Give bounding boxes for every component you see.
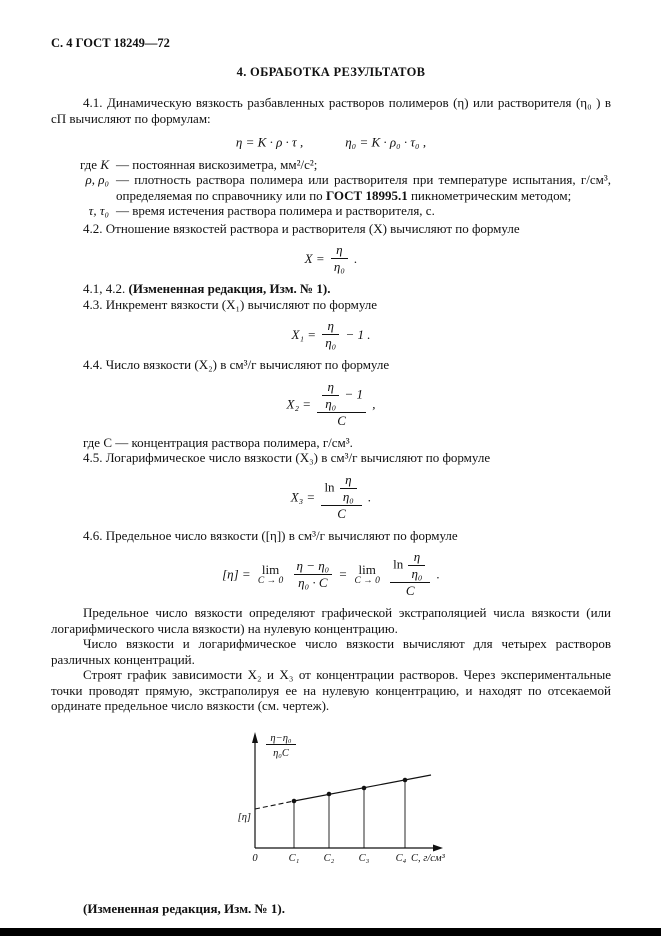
x-tick-c2: C₂: [323, 852, 335, 864]
inner-fraction-denominator: η₀: [411, 566, 423, 582]
formula-4-1-part1: η = K · ρ · τ ,: [235, 134, 304, 150]
fraction-numerator: η: [322, 319, 339, 335]
outer-fraction: [321, 473, 361, 521]
formula-4-4: [51, 380, 611, 428]
y-axis-arrow: [252, 732, 258, 743]
ln-operator: ln: [324, 479, 335, 495]
limit-operator: [258, 563, 283, 586]
formula-lhs: X₁ =: [291, 327, 316, 343]
data-point-c1: [292, 798, 297, 803]
extrapolation-dashed-line: [255, 801, 294, 809]
definition-text: [116, 172, 611, 203]
fraction-numerator: η: [331, 243, 348, 259]
definition-text: [116, 203, 611, 219]
paragraph-4-5: 4.5. Логарифмическое число вязкости (X₃) в см³/г вычисляют по формуле: [83, 450, 491, 466]
formula-4-5: [51, 473, 611, 521]
paragraph-graph-method: Строят график зависимости X₂ и X₃ от концентрации растворов. Через экспериментальные точки проводят прямую, экстраполируя ее на нулевую концентрацию, и находят по отсекаемой ординате предельное число вязкости (см. чертеж).: [51, 667, 611, 714]
definition-item-k: [51, 157, 611, 173]
outer-fraction-denominator: C: [337, 412, 346, 428]
y-axis-label-numerator: η−η₀: [270, 732, 292, 744]
formula-lhs: X₃ =: [290, 489, 316, 505]
inner-fraction: [408, 550, 425, 581]
x-tick-c3: C₃: [358, 852, 370, 864]
definition-text-part: — время истечения раствора полимера и растворителя, с.: [116, 203, 435, 219]
outer-fraction-denominator: C: [337, 505, 346, 521]
definition-term-symbol: ρ, ρ₀: [85, 172, 109, 188]
formula-end: − 1 .: [345, 327, 371, 343]
definition-term-symbol: τ, τ₀: [88, 203, 109, 219]
x-tick-c1: C₁: [288, 852, 300, 864]
paragraph-4-1: 4.1. Динамическую вязкость разбавленных растворов полимеров (η) или растворителя (η₀ ) в сП вычисляют по формулам:: [51, 95, 611, 126]
paragraph-4-3: 4.3. Инкремент вязкости (X₁) вычисляют по формуле: [83, 296, 378, 312]
inner-fraction-numerator: η: [340, 473, 357, 489]
definition-text: [116, 157, 611, 173]
outer-fraction: [317, 380, 366, 428]
inner-fraction-denominator: η₀: [325, 395, 337, 411]
lim-subscript: C → 0: [354, 575, 380, 586]
viscosity-extrapolation-figure: [233, 728, 611, 884]
inner-fraction: [340, 473, 357, 504]
definition-term-symbol: K: [100, 156, 109, 172]
fraction: [322, 319, 339, 350]
where-c-note: где С — концентрация раствора полимера, г/см³.: [83, 434, 353, 450]
page-header: С. 4 ГОСТ 18249—72: [51, 36, 170, 50]
inner-fraction-denominator: η₀: [342, 488, 354, 504]
numerator-rest: − 1: [344, 386, 363, 402]
definition-term: [51, 157, 116, 173]
inner-fraction-numerator: η: [322, 380, 339, 396]
definition-term: [51, 172, 116, 203]
formula-end: ,: [372, 396, 376, 412]
paragraph-extrapolation: Предельное число вязкости определяют графической экстраполяцией числа вязкости (или логарифмического числа вязкости) на нулевую концентрацию.: [51, 605, 611, 636]
amendment-note-2: (Измененная редакция, Изм. № 1).: [83, 901, 285, 917]
figure-canvas: [233, 728, 468, 880]
equals-sign: =: [338, 566, 348, 582]
formula-lhs: [η] =: [222, 566, 251, 582]
data-point-c2: [327, 791, 332, 796]
outer-fraction-numerator: [317, 380, 366, 413]
x-tick-c4: C₄: [395, 852, 407, 864]
amendment-bold-text: (Измененная редакция, Изм. № 1).: [128, 281, 331, 297]
formula-end: .: [436, 566, 440, 582]
definition-text-part: пикнометрическим методом;: [407, 187, 572, 203]
definition-item-rho: [51, 172, 611, 203]
outer-fraction-denominator: C: [405, 583, 415, 599]
definition-text-part: — постоянная вискозиметра, мм²/с²;: [116, 156, 318, 172]
fraction-denominator: η₀: [325, 335, 337, 351]
fraction: [331, 243, 348, 274]
formula-4-2: [51, 243, 611, 274]
lim-word: lim: [358, 561, 376, 577]
x-tick-0: 0: [252, 852, 258, 864]
y-axis-label-denominator: η₀C: [273, 747, 289, 759]
x-axis-arrow: [433, 844, 443, 851]
inner-fraction: [322, 380, 339, 411]
formula-4-1: [51, 133, 611, 150]
definition-term-word: где: [80, 156, 101, 172]
lim-subscript: C → 0: [257, 575, 284, 586]
ln-operator: ln: [393, 556, 404, 572]
formula-4-3: [51, 319, 611, 350]
paragraph-4-4: 4.4. Число вязкости (X₂) в см³/г вычисляют по формуле: [83, 357, 390, 373]
formula-end: .: [354, 251, 358, 267]
amendment-note-1: [51, 281, 611, 297]
definition-item-tau: [51, 203, 611, 219]
data-point-c3: [362, 785, 367, 790]
fraction: [294, 559, 333, 590]
formula-end: .: [368, 489, 372, 505]
formula-4-1-part2: η₀ = K · ρ₀ · τ₀ ,: [345, 134, 427, 150]
data-point-c4: [403, 777, 408, 782]
amendment-prefix: 4.1, 4.2.: [83, 281, 129, 297]
lim-word: lim: [261, 561, 280, 577]
fraction-denominator: η₀ · C: [298, 574, 328, 590]
definitions-list: [51, 157, 611, 219]
outer-fraction: [390, 550, 430, 598]
scan-bottom-edge-bar: [0, 928, 661, 936]
paragraph-4-6: 4.6. Предельное число вязкости ([η]) в см³/г вычисляют по формуле: [83, 527, 458, 543]
definition-text-bold: ГОСТ 18995.1: [325, 187, 408, 203]
outer-fraction-numerator: [321, 473, 361, 506]
formula-lhs: X =: [304, 251, 325, 267]
formula-4-6: [51, 550, 611, 598]
formula-lhs: X₂ =: [286, 396, 311, 412]
intercept-label: [η]: [237, 811, 251, 823]
paragraph-four-solutions: Число вязкости и логарифмическое число вязкости вычисляют для четырех растворов различных концентраций.: [51, 636, 611, 667]
section-title: 4. ОБРАБОТКА РЕЗУЛЬТАТОВ: [236, 64, 426, 79]
fraction-numerator: η − η₀: [294, 559, 333, 575]
x-axis-unit-label: C, г/см³: [411, 852, 445, 864]
fraction-denominator: η₀: [333, 259, 345, 275]
definition-text-part: — плотность раствора полимера или растворителя при температуре испытания, г/см³, определяемая по справочнику или по: [116, 172, 611, 203]
outer-fraction-numerator: [390, 550, 430, 583]
paragraph-4-2: 4.2. Отношение вязкостей раствора и растворителя (X) вычисляют по формуле: [83, 220, 520, 236]
inner-fraction-numerator: η: [408, 550, 425, 566]
limit-operator: [354, 563, 379, 586]
definition-term: [51, 203, 116, 219]
